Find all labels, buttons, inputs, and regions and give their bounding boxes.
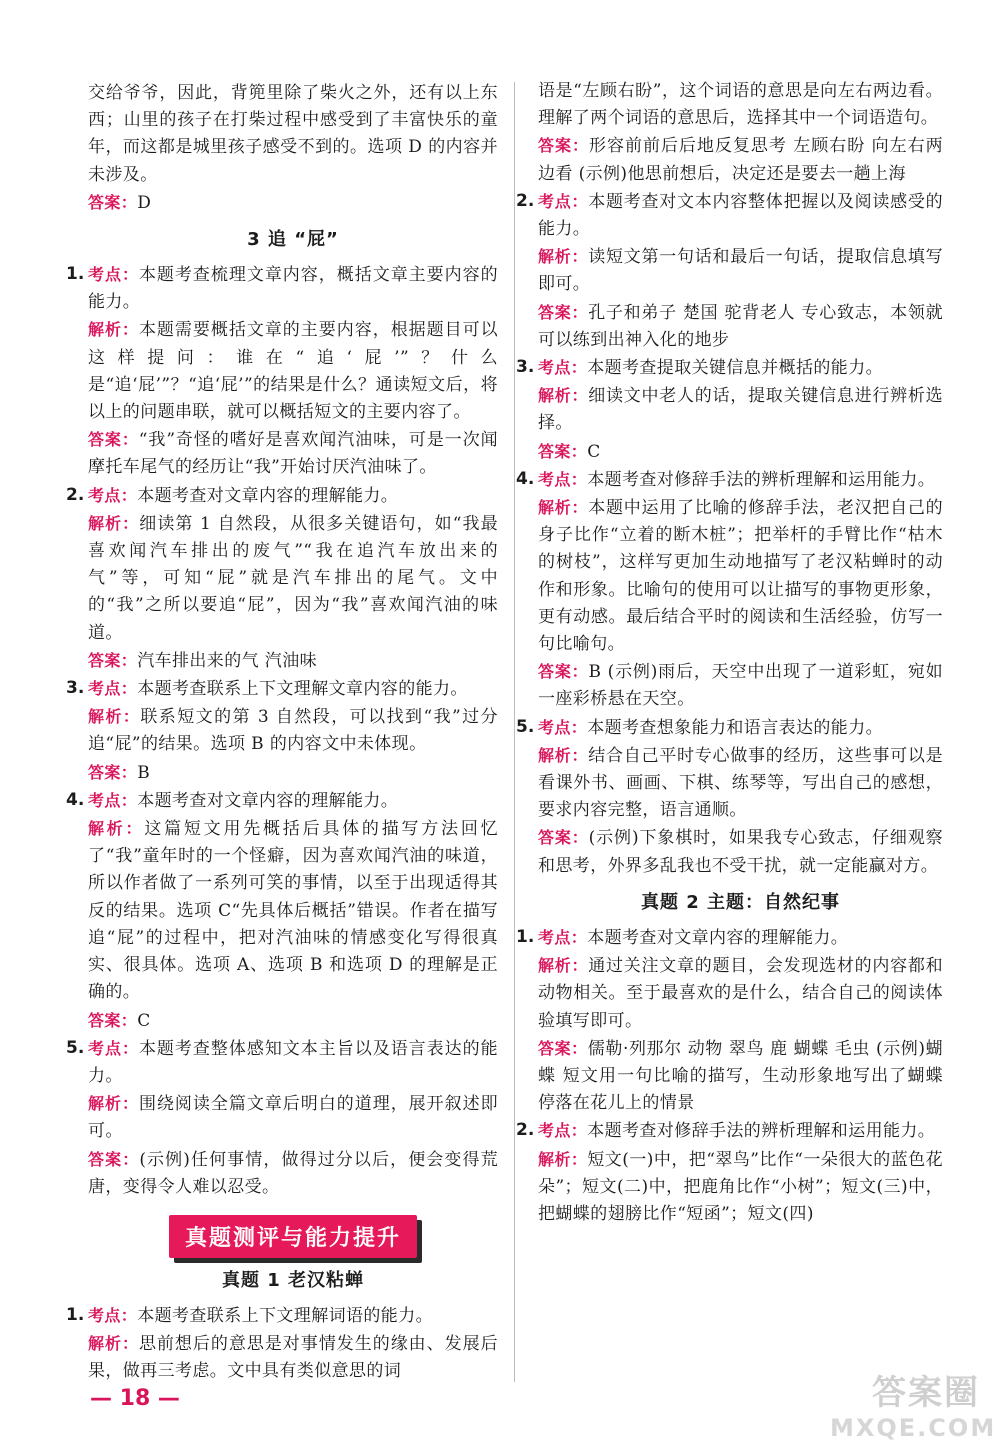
jiexi-label: 解析： [88,1334,139,1354]
jiexi-label: 解析： [88,707,141,727]
answer-text: D [137,192,152,213]
question-number: 2. [516,190,535,211]
jiexi-label: 解析： [538,498,589,518]
daan-label: 答案： [538,136,589,156]
question-item [516,924,944,1117]
daan-text: 儒勒·列那尔 动物 翠鸟 鹿 蝴蝶 毛虫 (示例)蝴蝶 短文用一句比喻的描写，生动形象地写出了蝴蝶停落在花儿上的情景 [538,1038,944,1114]
question-number: 1. [516,926,535,947]
answer-label: 答案： [88,192,138,212]
daan-text: B (示例)雨后，天空中出现了一道彩虹，宛如一座彩桥悬在天空。 [538,662,943,710]
jiexi-text: 细读文中老人的话，提取关键信息进行辨析选择。 [538,386,943,434]
kaodian-label: 考点： [88,485,138,505]
jiexi [538,1146,943,1229]
kaodian [538,924,943,952]
daan-label: 答案： [538,1038,588,1058]
jiexi-text: 短文(一)中，把“翠鸟”比作“一朵很大的蓝色花朵”；短文(二)中，把鹿角比作“小树”；短文(三)中，把蝴蝶的翅膀比作“短函”；短文(四) [538,1149,943,1224]
intro-answer [88,189,498,217]
daan [88,1146,498,1201]
jiexi-text: 联系短文的第 3 自然段，可以找到“我”过分追“屁”的结果。选项 B 的内容文中未体现。 [88,707,499,755]
question-item [516,188,944,354]
jiexi-label: 解析： [538,1149,588,1169]
daan [538,438,943,466]
kaodian-text: 本题考查整体感知文本主旨以及语言表达的能力。 [88,1038,499,1086]
daan-label: 答案： [538,662,589,682]
question-item [66,787,498,1035]
kaodian-label: 考点： [538,717,588,737]
daan-text: C [137,1010,151,1031]
question-number: 2. [66,484,85,505]
kaodian-text: 本题考查想象能力和语言表达的能力。 [587,717,884,738]
daan-text: (示例)下象棋时，如果我专心致志，仔细观察和思考，外界多乱我也不受干扰，就一定能赢对方。 [538,828,943,876]
jiexi-label: 解析： [538,247,589,267]
question-item [66,261,499,482]
daan-text: 孔子和弟子 楚国 驼背老人 专心致志，本领就可以练到出神入化的地步 [538,302,944,350]
jiexi-text: 细读第 1 自然段，从很多关键语句，如“我最喜欢闻汽车排出的废气”“我在追汽车放出来的气”等，可知“屁”就是汽车排出的尾气。文中的“我”之所以要追“屁”，因为“我”喜欢闻汽油的味道。 [88,513,498,643]
daan [88,426,498,481]
daan-text: 形容前前后后地反复思考 左顾右盼 向左右两边看 (示例)他思前想后，决定还是要去一趟上海 [538,136,943,184]
kaodian-text: 本题考查梳理文章内容，概括文章主要内容的能力。 [88,265,499,313]
jiexi [538,494,943,658]
kaodian [88,482,498,510]
watermark-top: 答案圈 [872,1373,980,1413]
jiexi-label: 解析： [538,956,589,976]
kaodian-label: 考点： [88,679,138,699]
jiexi-text: 思前想后的意思是对事情发生的缘由、发展后果，做再三考虑。文中具有类似意思的词 [88,1334,499,1382]
section-title: 3 追 “屁” [247,229,339,251]
question-number: 5. [66,1037,85,1058]
jiexi [538,952,943,1035]
kaodian [88,1035,498,1090]
continued-text: 语是“左顾右盼”，这个词语的意思是向左右两边看。理解了两个词语的意思后，选择其中一个词语造句。 [538,81,943,129]
continued-answer [538,132,943,187]
jiexi-text: 这篇短文用先概括后具体的描写方法回忆了“我”童年时的一个怪癖，因为喜欢闻汽油的味道，所以作者做了一系列可笑的事情，以至于出现适得其反的结果。选项 C“先具体后概括”错误。作者在描写追“屁”的过程中，把对汽油味的情感变化写得很真实、很具体。选项 A、选项 B 和选项 D 的理解是正确的。 [88,819,498,1003]
daan-label: 答案： [538,828,589,848]
kaodian-label: 考点： [538,927,588,947]
intro-text: 交给爷爷，因此，背篼里除了柴火之外，还有以上东西；山里的孩子在打柴过程中感受到了丰富快乐的童年，而这都是城里孩子感受不到的。选项 D 的内容并未涉及。 [88,83,498,185]
jiexi [538,382,943,437]
kaodian-text: 本题考查提取关键信息并概括的能力。 [587,358,884,379]
kaodian [538,354,943,382]
jiexi-text: 本题中运用了比喻的修辞手法，老汉把自己的身子比作“立着的断木桩”；把举杆的手臂比作“枯木的树枝”，这样写更加生动地描写了老汉粘蝉时的动作和形象。比喻句的使用可以让描写的事物更形象，更有动感。最后结合平时的阅读和生活经验，仿写一句比喻句。 [538,498,943,655]
jiexi-label: 解析： [88,819,145,839]
question-number: 3. [516,357,535,378]
kaodian [538,714,943,742]
question-number: 3. [66,678,85,699]
question-number: 1. [66,1304,85,1325]
daan [538,1035,943,1118]
kaodian-text: 本题考查对文章内容的理解能力。 [587,927,849,948]
daan-label: 答案： [88,650,138,670]
question-number: 1. [66,264,85,285]
right-column [516,78,944,1228]
jiexi [88,316,498,426]
question-number: 4. [516,468,535,489]
kaodian-text: 本题考查对修辞手法的辨析理解和运用能力。 [587,469,936,490]
kaodian-text: 本题考查联系上下文理解文章内容的能力。 [137,679,468,700]
kaodian-label: 考点： [538,358,588,378]
watermark-logo [830,1365,997,1445]
question-number: 5. [516,716,535,737]
question-item [516,354,943,466]
page-number: — 18 — [90,1386,180,1411]
daan-text: C [587,441,601,462]
jiexi-label: 解析： [88,1094,139,1114]
question-item [516,1117,943,1228]
kaodian-label: 考点： [88,790,138,810]
daan-label: 答案： [88,430,139,450]
kaodian-label: 考点： [538,191,589,211]
jiexi-text: 本题需要概括文章的主要内容，根据题目可以这样提问：谁在“追‘屁’”？什么是“追‘屁’”？“追‘屁’”的结果是什么？通读短文后，将以上的问题串联，就可以概括短文的主要内容了。 [88,320,499,423]
kaodian [88,675,498,703]
kaodian-label: 考点： [538,469,588,489]
jiexi [88,703,498,758]
jiexi [88,510,498,647]
daan [88,1007,498,1035]
kaodian-label: 考点： [88,1305,138,1325]
daan [538,299,943,354]
jiexi-text: 读短文第一句话和最后一句话，提取信息填写即可。 [538,247,943,295]
question-item [66,482,498,675]
question-item [516,714,943,880]
question-item [66,1035,499,1201]
jiexi-label: 解析： [88,320,139,340]
jiexi [88,1090,498,1145]
daan-text: B [137,762,151,783]
daan [88,759,498,787]
kaodian-text: 本题考查对文本内容整体把握以及阅读感受的能力。 [538,191,943,240]
kaodian [88,1302,498,1330]
jiexi-label: 解析： [538,386,589,406]
zhenti2-title: 真题 2 主题：自然纪事 [640,891,841,913]
daan-text: (示例)任何事情，做得过分以后，便会变得荒唐，变得令人难以忍受。 [88,1149,498,1197]
kaodian [538,188,943,243]
daan [538,824,943,879]
kaodian [88,261,498,316]
kaodian-text: 本题考查联系上下文理解词语的能力。 [137,1305,434,1326]
daan [88,647,498,675]
daan-label: 答案： [88,1149,140,1169]
kaodian-label: 考点： [88,1038,139,1058]
daan-text: 汽车排出来的气 汽油味 [137,650,318,671]
jiexi-text: 结合自己平时专心做事的经历，这些事可以是看课外书、画画、下棋、练琴等，写出自己的感想，要求内容完整，语言通顺。 [538,745,943,821]
kaodian [88,787,498,815]
kaodian-text: 本题考查对文章内容的理解能力。 [137,485,399,506]
jiexi-label: 解析： [88,513,140,533]
kaodian-label: 考点： [538,1121,588,1141]
question-item [66,1302,499,1386]
daan [538,658,943,713]
kaodian-text: 本题考查对修辞手法的辨析理解和运用能力。 [587,1121,936,1142]
question-item [66,675,499,787]
kaodian-text: 本题考查对文章内容的理解能力。 [137,790,399,811]
question-number: 2. [516,1120,535,1141]
jiexi [88,1330,498,1385]
daan-text: “我”奇怪的嗜好是喜欢闻汽油味，可是一次闻摩托车尾气的经历让“我”开始讨厌汽油味了。 [88,430,499,478]
jiexi [88,815,498,1006]
jiexi [538,742,943,825]
daan-label: 答案： [88,1010,138,1030]
daan-label: 答案： [88,762,138,782]
zhenti1-title: 真题 1 老汉粘蝉 [221,1269,365,1291]
kaodian [538,1117,943,1145]
jiexi-text: 围绕阅读全篇文章后明白的道理，展开叙述即可。 [88,1094,499,1142]
jiexi-text: 通过关注文章的题目，会发现选材的内容都和动物相关。至于最喜欢的是什么，结合自己的阅读体验填写即可。 [538,956,943,1031]
left-column [66,80,499,1386]
section-banner: 真题测评与能力提升 [169,1215,417,1258]
banner-wrap [88,1215,498,1258]
question-list [66,261,499,1201]
watermark-bottom: MXQE.COM [830,1414,997,1442]
question-number: 4. [66,789,85,810]
question-item [516,466,943,714]
kaodian [538,466,943,494]
column-divider [514,82,515,1382]
daan-label: 答案： [538,441,588,461]
kaodian-label: 考点： [88,265,139,285]
jiexi-label: 解析： [538,745,589,765]
daan-label: 答案： [538,302,589,322]
jiexi [538,243,943,298]
